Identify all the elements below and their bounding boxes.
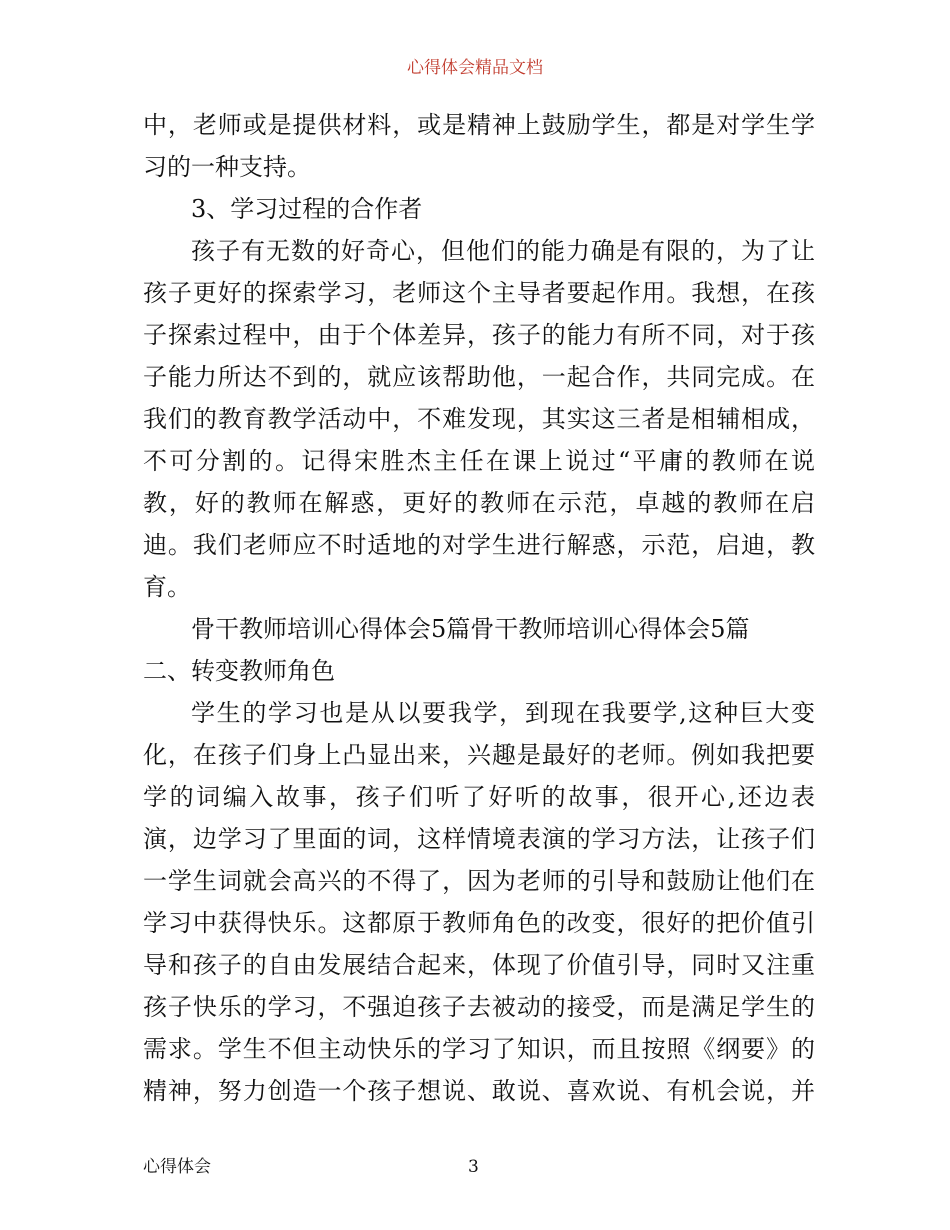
text-line: 中，老师或是提供材料，或是精神上鼓励学生，都是对学生学	[143, 111, 815, 139]
article-title-line: 骨干教师培训心得体会5篇骨干教师培训心得体会5篇	[191, 615, 750, 643]
text-line: 育。	[143, 573, 191, 601]
page-number: 3	[468, 1157, 479, 1177]
text-line: 孩子有无数的好奇心，但他们的能力确是有限的，为了让	[191, 237, 815, 265]
text-line: 教，好的教师在解惑，更好的教师在示范，卓越的教师在启	[143, 489, 815, 517]
text-line: 学的词编入故事，孩子们听了好听的故事，很开心,还边表	[143, 783, 815, 811]
footer-label: 心得体会	[143, 1157, 211, 1177]
text-line: 需求。学生不但主动快乐的学习了知识，而且按照《纲要》的	[143, 1035, 815, 1063]
text-line: 子能力所达不到的，就应该帮助他，一起合作，共同完成。在	[143, 363, 815, 391]
section-heading: 二、转变教师角色	[143, 657, 335, 685]
text-line: 一学生词就会高兴的不得了，因为老师的引导和鼓励让他们在	[143, 867, 815, 895]
text-line: 不可分割的。记得宋胜杰主任在课上说过“平庸的教师在说	[143, 447, 815, 475]
page-header-title: 心得体会精品文档	[407, 58, 543, 78]
text-line: 化，在孩子们身上凸显出来，兴趣是最好的老师。例如我把要	[143, 741, 815, 769]
text-line: 习的一种支持。	[143, 153, 311, 181]
text-line: 子探索过程中，由于个体差异，孩子的能力有所不同，对于孩	[143, 321, 815, 349]
text-line: 精神，努力创造一个孩子想说、敢说、喜欢说、有机会说，并	[143, 1077, 815, 1105]
section-heading: 3、学习过程的合作者	[191, 195, 423, 223]
text-line: 孩子快乐的学习，不强迫孩子去被动的接受，而是满足学生的	[143, 993, 815, 1021]
text-line: 导和孩子的自由发展结合起来，体现了价值引导，同时又注重	[143, 951, 815, 979]
text-line: 学生的学习也是从以要我学，到现在我要学,这种巨大变	[191, 699, 815, 727]
text-line: 孩子更好的探索学习，老师这个主导者要起作用。我想，在孩	[143, 279, 815, 307]
text-line: 迪。我们老师应不时适地的对学生进行解惑，示范，启迪，教	[143, 531, 815, 559]
document-body	[143, 104, 815, 1112]
text-line: 演，边学习了里面的词，这样情境表演的学习方法，让孩子们	[143, 825, 815, 853]
text-line: 我们的教育教学活动中，不难发现，其实这三者是相辅相成，	[143, 405, 815, 433]
text-line: 学习中获得快乐。这都原于教师角色的改变，很好的把价值引	[143, 909, 815, 937]
